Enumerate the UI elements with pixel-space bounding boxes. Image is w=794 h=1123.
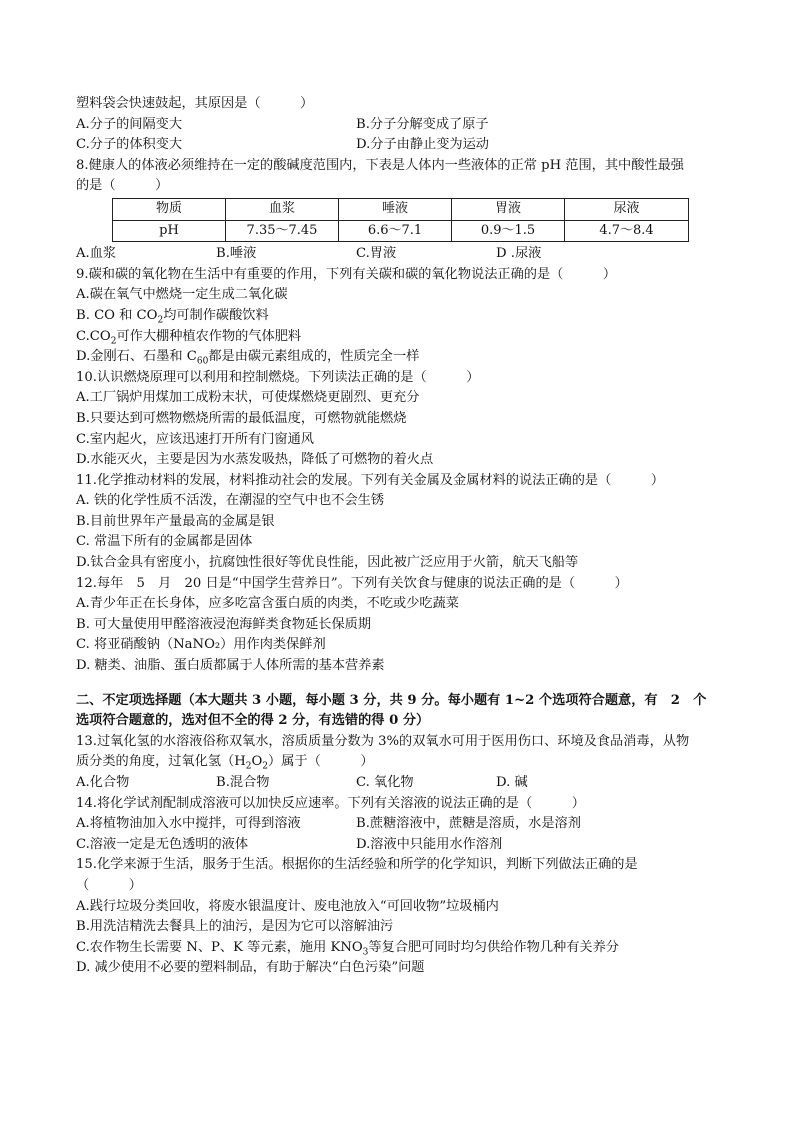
q14-option-d: D.溶液中只能用水作溶剂 [356, 836, 503, 852]
q11-option-c: C. 常温下所有的金属都是固体 [76, 534, 253, 550]
q10-option-b: B.只要达到可燃物燃烧所需的最低温度，可燃物就能燃烧 [76, 410, 407, 426]
q7-options-row2 [76, 135, 716, 156]
ph-table-header-cell: 物质 [113, 198, 226, 220]
q7-options-row1 [76, 115, 716, 136]
q13-stem-line2: 质分类的角度，过氧化氢$(H_2O_2)$属于（ ） [76, 754, 374, 773]
q15-option-a: A.践行垃圾分类回收，将废水银温度计、废电池放入“可回收物”垃圾桶内 [76, 898, 499, 914]
q12-option-c: C. 将亚硝酸钠（NaNO₂）用作肉类保鲜剂 [76, 637, 326, 653]
q7-option-a: A.分子的间隔变大 [76, 116, 183, 132]
q9-option-b: B. CO 和 $CO_2$均可制作碳酸饮料 [76, 307, 269, 326]
exam-page [76, 94, 716, 979]
q15-stem-line2: （ ） [76, 877, 142, 893]
ph-table-cell: 0.9～1.5 [452, 220, 565, 242]
q7-option-c: C.分子的体积变大 [76, 137, 183, 153]
q11-stem: 11.化学推动材料的发展，材料推动社会的发展。下列有关金属及金属材料的说法正确的是（ ） [76, 472, 665, 488]
q15-option-b: B.用洗洁精洗去餐具上的油污，是因为它可以溶解油污 [76, 919, 394, 935]
q10-option-c: C.室内起火，应该迅速打开所有门窗通风 [76, 431, 314, 447]
ph-table-value-row [113, 220, 689, 242]
q8-stem-line1: 8.健康人的体液必须维持在一定的酸碱度范围内，下表是人体内一些液体的正常 pH 范围，其中酸性最强 [76, 157, 684, 173]
q13-stem-line1: 13.过氧化氢的水溶液俗称双氧水，溶质质量分数为 3%的双氧水可用于医用伤口、环境及食品消毒，从物 [76, 733, 690, 749]
q7-option-d: D.分子由静止变为运动 [356, 137, 489, 153]
q12-option-d: D. 糖类、油脂、蛋白质都属于人体所需的基本营养素 [76, 658, 385, 674]
q10-stem: 10.认识燃烧原理可以利用和控制燃烧。下列读法正确的是（ ） [76, 369, 480, 385]
q15-stem-line1: 15.化学来源于生活，服务于生活。根据你的生活经验和所学的化学知识，判断下列做法正确的是 [76, 857, 638, 873]
q8-options [76, 244, 716, 265]
q14-option-c: C.溶液一定是无色透明的液体 [76, 836, 249, 852]
q14-options-row1 [76, 814, 716, 835]
q13-option-d: D. 碱 [496, 775, 528, 790]
ph-table-cell: 6.6～7.1 [339, 220, 452, 242]
q8-option-b: B.唾液 [216, 246, 257, 262]
q13-option-b: B.混合物 [216, 775, 270, 790]
q13-options [76, 773, 716, 794]
q8-stem-line2: 的是（ ） [76, 178, 169, 194]
ph-table [112, 198, 689, 242]
q14-option-a: A.将植物油加入水中搅拌，可得到溶液 [76, 816, 301, 832]
ph-table-cell: 7.35～7.45 [226, 220, 339, 242]
q10-option-a: A.工厂锅炉用煤加工成粉末状，可使煤燃烧更剧烈、更充分 [76, 390, 420, 406]
q12-option-b: B. 可大量使用甲醛溶液浸泡海鲜类食物延长保质期 [76, 616, 372, 632]
q7-stem: 塑料袋会快速鼓起，其原因是（ ） [76, 96, 314, 111]
q8-option-c: C.胃液 [356, 246, 397, 262]
q15-option-d: D. 减少使用不必要的塑料制品，有助于解决“白色污染”问题 [76, 960, 425, 976]
q14-options-row2 [76, 835, 716, 856]
q14-stem: 14.将化学试剂配制成溶液可以加快反应速率。下列有关溶液的说法正确的是（ ） [76, 795, 585, 811]
q13-option-c: C. 氧化物 [356, 775, 414, 790]
ph-table-header-cell: 胃液 [452, 198, 565, 220]
ph-table-header-cell: 尿液 [565, 198, 689, 220]
q13-option-a: A.化合物 [76, 775, 130, 790]
section-heading-line1: 二、不定项选择题（本大题共 3 小题，每小题 3 分，共 9 分。每小题有 1~2 个选项符合题意，有 2 个 [76, 692, 707, 708]
q11-option-a: A. 铁的化学性质不活泼，在潮湿的空气中也不会生锈 [76, 493, 385, 509]
q15-option-c: C.农作物生长需要 N、P、K 等元素，施用 $KNO_3$等复合肥可同时均匀供给作物几种有关养分 [76, 939, 619, 958]
q8-option-a: A.血浆 [76, 246, 117, 262]
q7-option-b: B.分子分解变成了原子 [356, 116, 489, 132]
q9-stem: 9.碳和碳的氧化物在生活中有重要的作用，下列有关碳和碳的氧化物说法正确的是（ ） [76, 266, 617, 282]
q12-stem: 12.每年 5 月 20 日是“中国学生营养日”。下列有关饮食与健康的说法正确的是（ ） [76, 575, 628, 591]
q9-option-d: D.金刚石、石墨和 $C_{60}$都是由碳元素组成的，性质完全一样 [76, 349, 420, 367]
q12-option-a: A.青少年正在长身体，应多吃富含蛋白质的肉类，不吃或少吃蔬菜 [76, 596, 459, 612]
q8-option-d: D .尿液 [496, 246, 542, 262]
section-heading-line2: 选项符合题意的，选对但不全的得 2 分，有选错的得 0 分） [76, 713, 430, 729]
q10-option-d: D.水能灭火，主要是因为水蒸发吸热，降低了可燃物的着火点 [76, 452, 434, 468]
q14-option-b: B.蔗糖溶液中，蔗糖是溶质，水是溶剂 [356, 816, 581, 832]
ph-table-cell: 4.7～8.4 [565, 220, 689, 242]
q9-option-a: A.碳在氧气中燃烧一定生成二氧化碳 [76, 287, 288, 303]
q11-option-d: D.钛合金具有密度小，抗腐蚀性很好等优良性能，因此被广泛应用于火箭，航天飞船等 [76, 555, 579, 571]
ph-table-header-cell: 血浆 [226, 198, 339, 220]
q11-option-b: B.目前世界年产量最高的金属是银 [76, 513, 275, 529]
q9-option-c: $C.CO_2$可作大棚种植农作物的气体肥料 [76, 328, 302, 347]
ph-table-header-cell: 唾液 [339, 198, 452, 220]
ph-table-header-row [113, 198, 689, 220]
ph-table-cell: pH [113, 220, 226, 242]
